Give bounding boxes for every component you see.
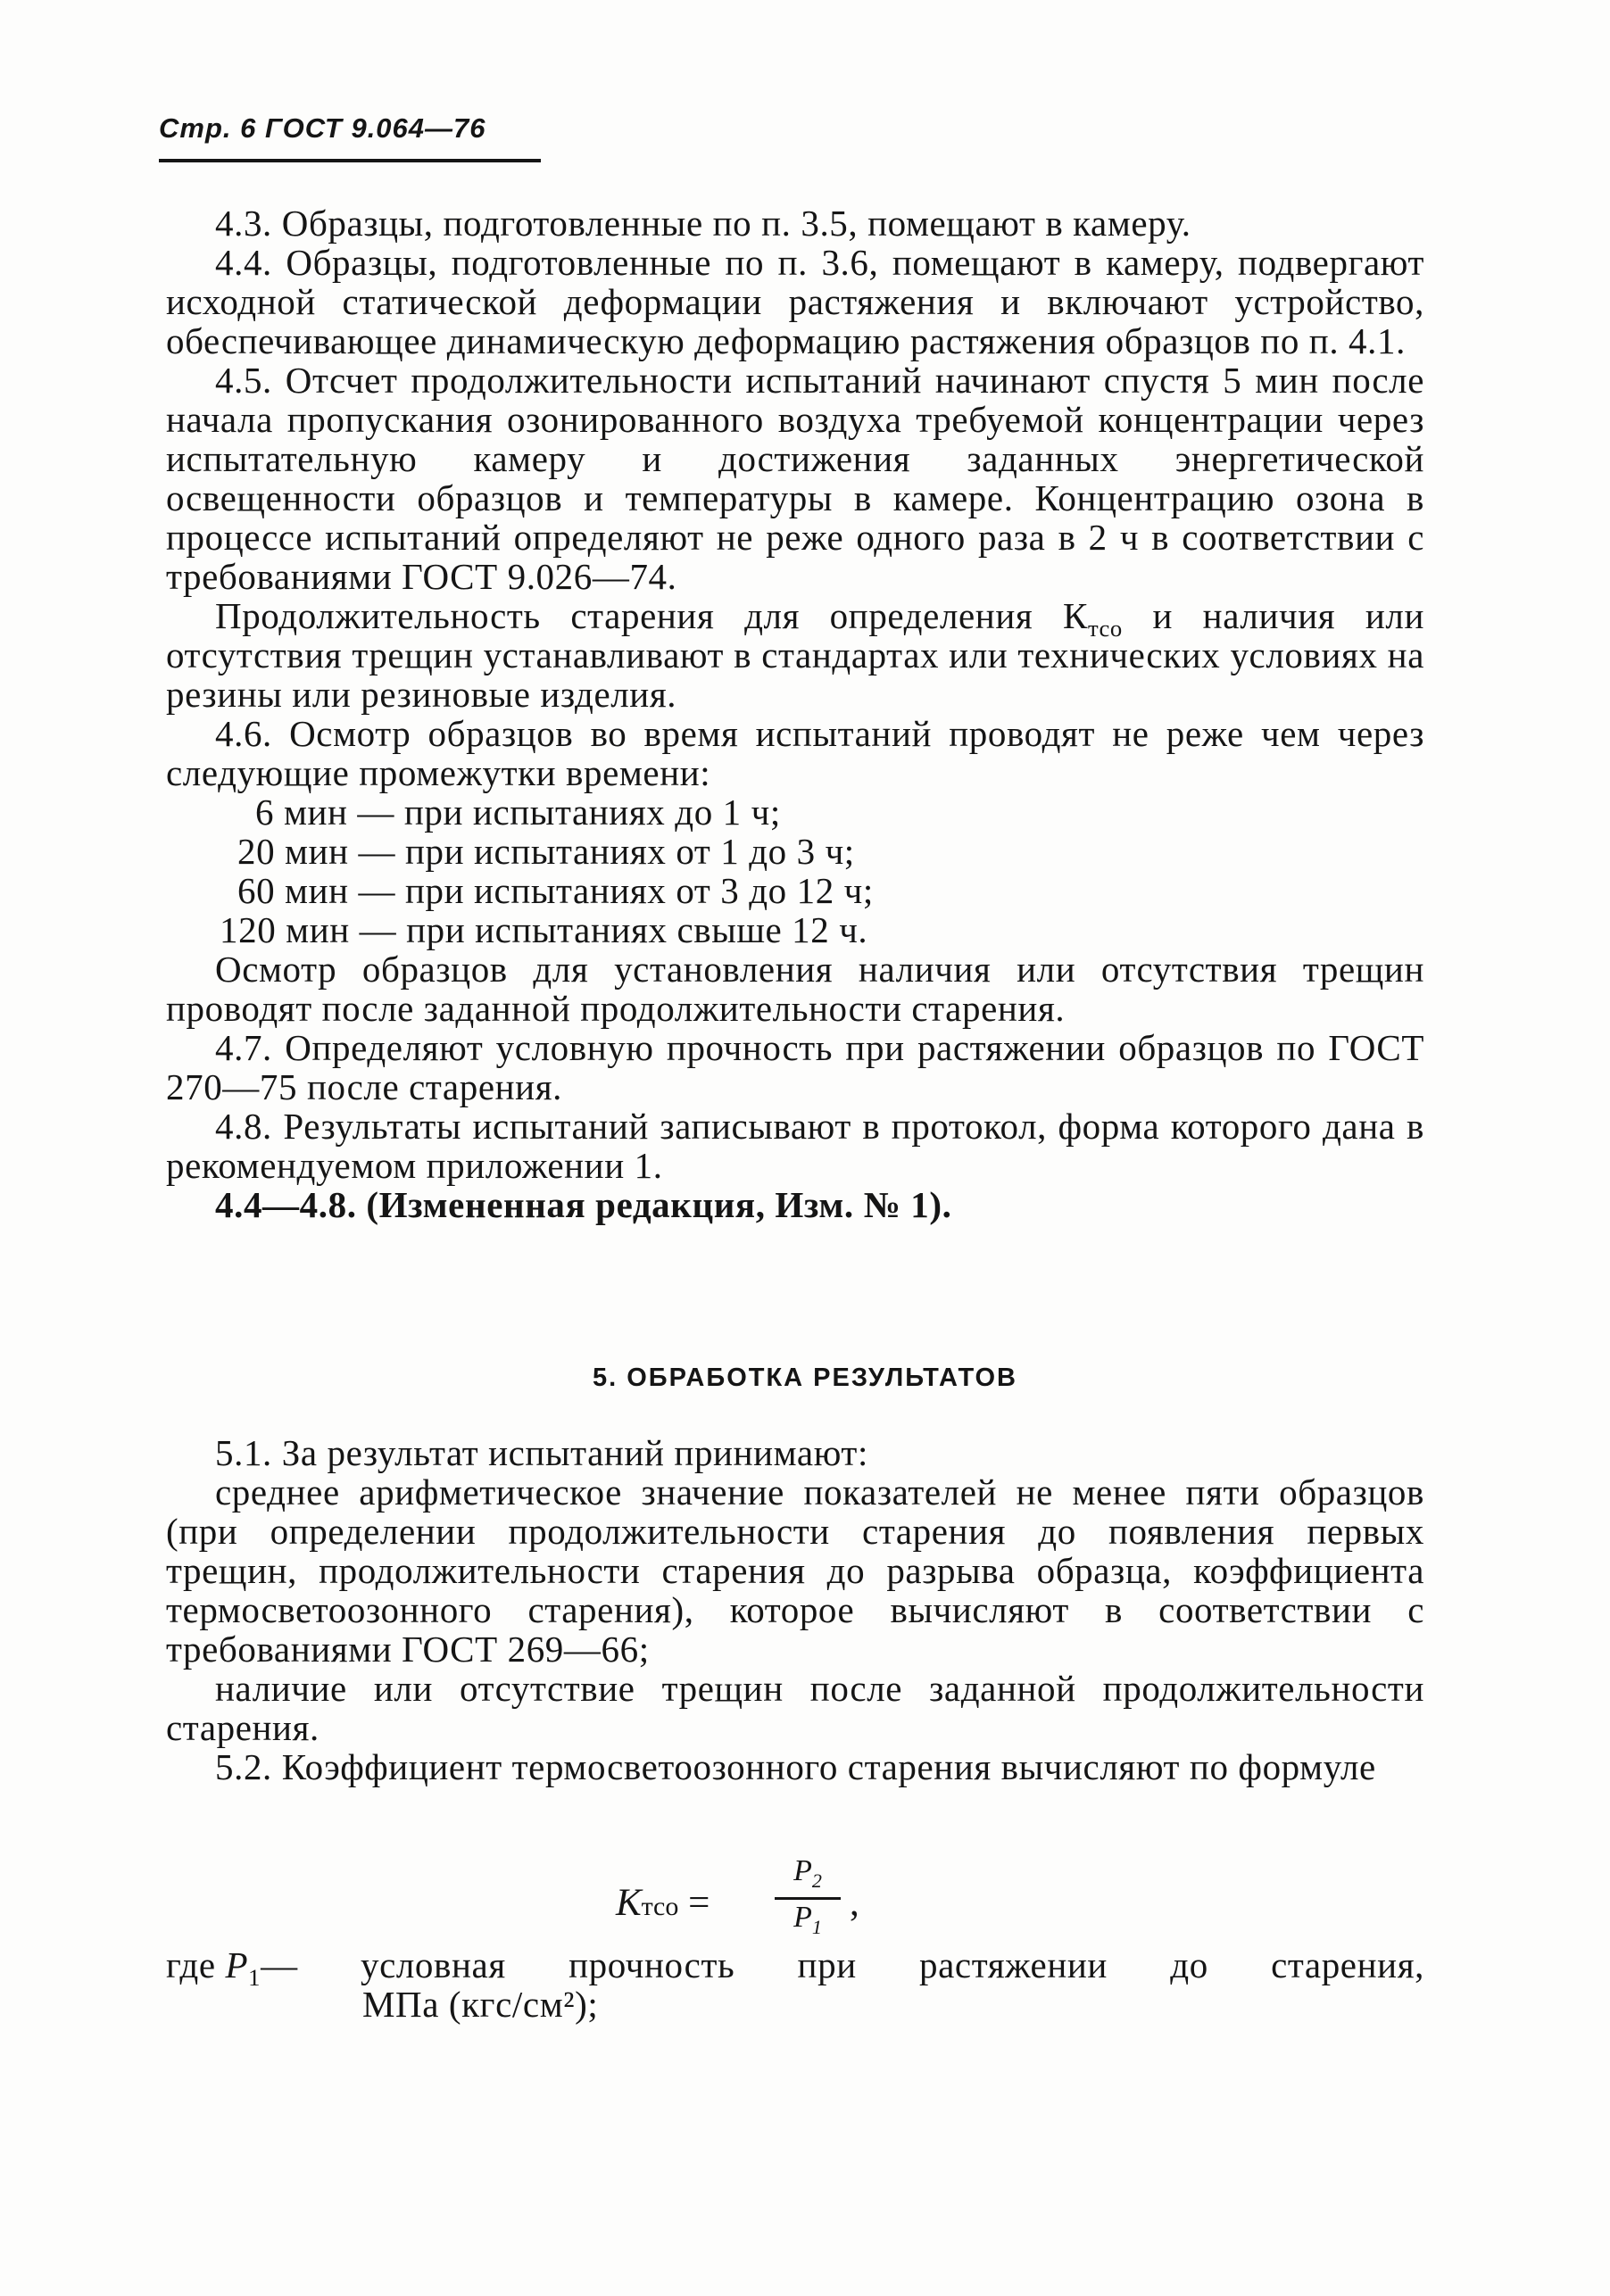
paragraph-4-6: 4.6. Осмотр образцов во время испытаний проводят не реже чем через следующие промежутки времени: <box>166 713 1424 793</box>
formula-symbol-subscript: тсо <box>641 1892 679 1921</box>
formula-lhs <box>616 1881 710 1925</box>
legend-word: растяжении <box>919 1944 1108 1985</box>
legend-word: условная <box>360 1944 506 1985</box>
legend-definition <box>166 1944 298 1992</box>
legend-symbol: P <box>225 1944 249 1985</box>
legend-word: прочность <box>568 1944 735 1985</box>
denominator-symbol: P <box>793 1901 812 1934</box>
interval-item: 20 мин — при испытаниях от 1 до 3 ч; <box>237 831 855 872</box>
section-5-text <box>166 1433 1424 1786</box>
legend-line-2: МПа (кгс/см²); <box>362 1984 599 2025</box>
paragraph-4-3: 4.3. Образцы, подготовленные по п. 3.5, помещают в камеру. <box>215 203 1191 244</box>
formula-symbol: К <box>616 1882 642 1924</box>
formula-equals: = <box>688 1882 710 1924</box>
formula-numerator <box>775 1854 841 1892</box>
legend-dash: — <box>261 1944 298 1985</box>
paragraph-5-1: 5.1. За результат испытаний принимают: <box>215 1432 868 1473</box>
legend-line-1 <box>166 1944 1424 1992</box>
denominator-subscript: 1 <box>811 1915 822 1938</box>
running-header: Стр. 6 ГОСТ 9.064—76 <box>159 112 486 144</box>
paragraph-4-7: 4.7. Определяют условную прочность при растяжении образцов по ГОСТ 270—75 после старения. <box>166 1027 1424 1107</box>
aging-duration-text-start: Продолжительность старения для определения К <box>215 595 1088 636</box>
legend-word: старения, <box>1271 1944 1424 1985</box>
amendment-note: 4.4—4.8. (Измененная редакция, Изм. № 1). <box>215 1184 952 1225</box>
paragraph-mean-value: среднее арифметическое значение показателей не менее пяти образцов (при определении продолжительности старения до появления первых трещин, продолжительности старения до разрыва образца, коэффициента термосветоозонного старения), которое вычисляют в соответствии с требованиями ГОСТ 269—66; <box>166 1471 1424 1670</box>
numerator-subscript: 2 <box>811 1869 822 1892</box>
formula-legend <box>166 1945 1424 2024</box>
paragraph-4-5: 4.5. Отсчет продолжительности испытаний начинают спустя 5 мин после начала пропускания озонированного воздуха требуемой концентрации через испытательную камеру и достижения заданных энергетической освещенности образцов и температуры в камере. Концентрацию озона в процессе испытаний определяют не реже одного раза в 2 ч в соответствии с требованиями ГОСТ 9.026—74. <box>166 360 1424 597</box>
header-rule <box>159 159 541 162</box>
aging-duration-text-end: и наличия или отсутствия трещин устанавливают в стандартах или технических условиях на резины или резиновые изделия. <box>166 595 1424 715</box>
coefficient-subscript: тсо <box>1087 615 1123 642</box>
paragraph-5-2: 5.2. Коэффициент термосветоозонного старения вычисляют по формуле <box>215 1746 1376 1787</box>
paragraph-inspection: Осмотр образцов для установления наличия или отсутствия трещин проводят после заданной продолжительности старения. <box>166 949 1424 1029</box>
paragraph-aging-duration <box>166 596 1424 714</box>
section-4-text <box>166 203 1424 1224</box>
formula-trailing-comma: , <box>850 1882 859 1924</box>
numerator-symbol: P <box>793 1854 812 1887</box>
section-5-title: 5. ОБРАБОТКА РЕЗУЛЬТАТОВ <box>592 1364 1018 1392</box>
interval-item: 60 мин — при испытаниях от 3 до 12 ч; <box>237 870 874 911</box>
paragraph-cracks: наличие или отсутствие трещин после заданной продолжительности старения. <box>166 1668 1424 1748</box>
legend-word: при <box>797 1944 857 1985</box>
paragraph-4-8: 4.8. Результаты испытаний записывают в протокол, форма которого дана в рекомендуемом приложении 1. <box>166 1106 1424 1186</box>
legend-word: до <box>1170 1944 1208 1985</box>
legend-prefix: где <box>166 1944 216 1985</box>
paragraph-4-4: 4.4. Образцы, подготовленные по п. 3.6, помещают в камеру, подвергают исходной статической деформации растяжения и включают устройство, обеспечивающее динамическую деформацию растяжения образцов по п. 4.1. <box>166 242 1424 361</box>
legend-symbol-subscript: 1 <box>248 1964 261 1992</box>
interval-item: 120 мин — при испытаниях свыше 12 ч. <box>220 909 868 950</box>
interval-item: 6 мин — при испытаниях до 1 ч; <box>255 792 781 833</box>
fraction-bar <box>775 1897 841 1900</box>
formula-denominator <box>775 1901 841 1938</box>
